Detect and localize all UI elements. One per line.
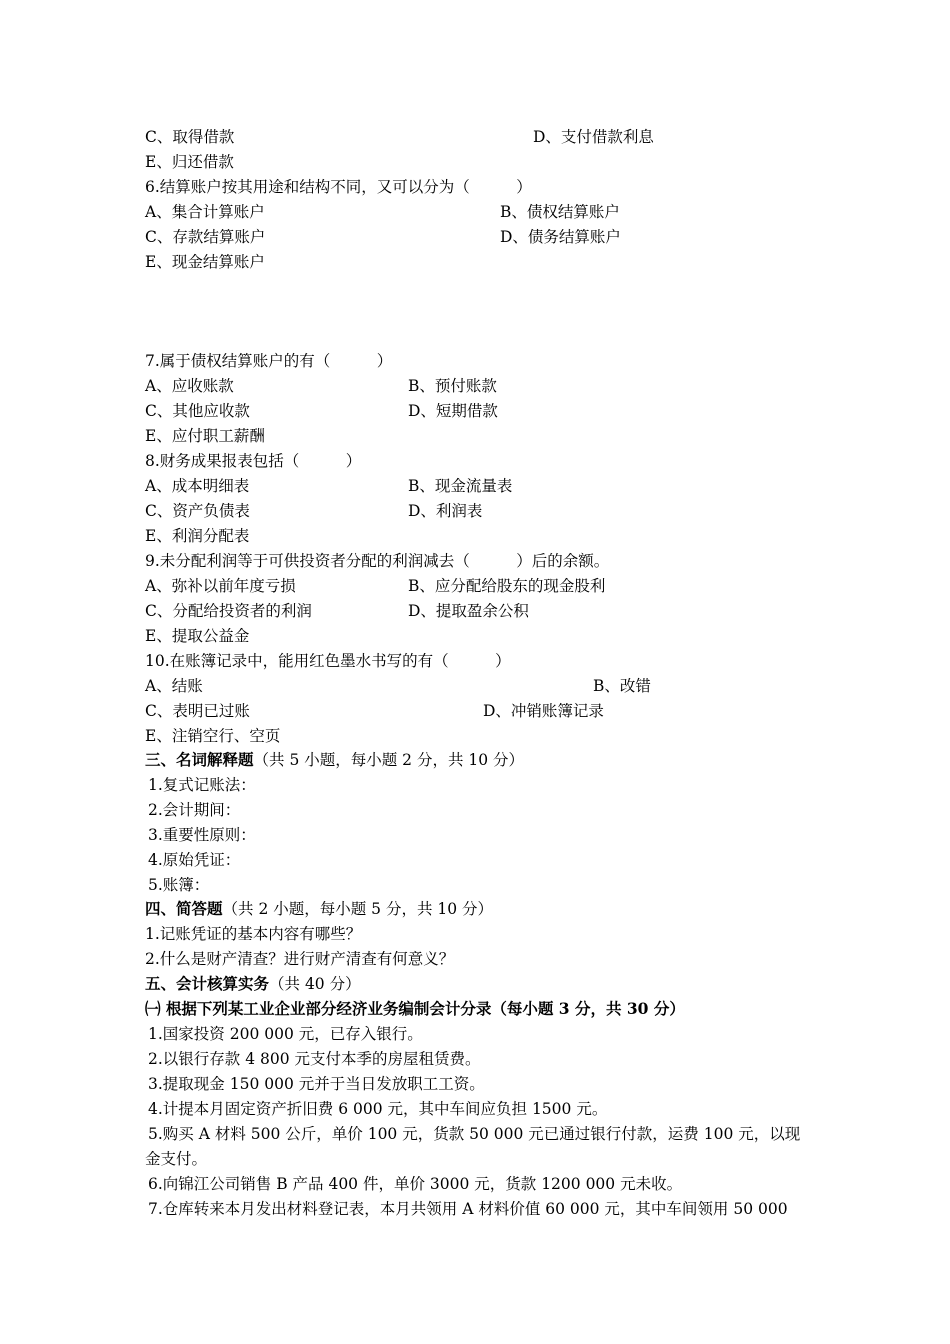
- section3-note: （共 5 小题，每小题 2 分，共 10 分）: [253, 751, 525, 769]
- section4-heading: [145, 897, 493, 921]
- section5-item-continuation: 金支付。: [145, 1150, 208, 1168]
- q10-option-a: A、结账: [145, 677, 203, 695]
- q6-stem: 6.结算账户按其用途和结构不同，又可以分为（ ）: [145, 178, 532, 196]
- q7-option-c: C、其他应收款: [145, 402, 250, 420]
- q6-option-e: E、现金结算账户: [145, 253, 265, 271]
- q10-option-c: C、表明已过账: [145, 702, 250, 720]
- q6-option-c: C、存款结算账户: [145, 228, 266, 246]
- q9-option-e: E、提取公益金: [145, 627, 250, 645]
- q7-option-d: D、短期借款: [408, 402, 498, 420]
- section5-item: 6.向锦江公司销售 B 产品 400 件，单价 3000 元，货款 1200 000 元未收。: [148, 1175, 683, 1193]
- q10-option-d: D、冲销账簿记录: [483, 702, 604, 720]
- q5-option-c: C、取得借款: [145, 128, 235, 146]
- section4-note: （共 2 小题，每小题 5 分，共 10 分）: [222, 900, 494, 918]
- section5-subheading: ㈠ 根据下列某工业企业部分经济业务编制会计分录（每小题 3 分，共 30 分）: [145, 999, 685, 1018]
- section3-title: 三、名词解释题: [145, 750, 254, 769]
- q9-stem: 9.未分配利润等于可供投资者分配的利润减去（ ）后的余额。: [145, 552, 610, 570]
- section5-item: 2.以银行存款 4 800 元支付本季的房屋租赁费。: [148, 1050, 481, 1068]
- section3-item: 5.账簿：: [148, 876, 210, 894]
- section3-item: 2.会计期间：: [148, 801, 241, 819]
- q8-option-e: E、利润分配表: [145, 527, 250, 545]
- q8-option-d: D、利润表: [408, 502, 483, 520]
- q9-option-b: B、应分配给股东的现金股利: [408, 577, 606, 595]
- q8-option-b: B、现金流量表: [408, 477, 513, 495]
- section3-item: 1.复式记账法：: [148, 776, 256, 794]
- q9-option-c: C、分配给投资者的利润: [145, 602, 312, 620]
- section3-heading: [145, 748, 524, 772]
- q6-option-d: D、债务结算账户: [500, 228, 621, 246]
- q7-option-e: E、应付职工薪酬: [145, 427, 265, 445]
- q7-stem: 7.属于债权结算账户的有（ ）: [145, 352, 393, 370]
- section5-item: 5.购买 A 材料 500 公斤，单价 100 元，货款 50 000 元已通过银行付款，运费 100 元，以现: [148, 1125, 801, 1143]
- section5-item: 7.仓库转来本月发出材料登记表，本月共领用 A 材料价值 60 000 元，其中车间领用 50 000: [148, 1200, 788, 1218]
- q10-option-b: B、改错: [593, 677, 651, 695]
- q8-option-a: A、成本明细表: [145, 477, 250, 495]
- q6-option-a: A、集合计算账户: [145, 203, 265, 221]
- section5-item: 4.计提本月固定资产折旧费 6 000 元，其中车间应负担 1500 元。: [148, 1100, 608, 1118]
- q10-option-e: E、注销空行、空页: [145, 727, 281, 745]
- q7-option-a: A、应收账款: [145, 377, 234, 395]
- section5-note: （共 40 分）: [269, 975, 361, 993]
- q5-option-e: E、归还借款: [145, 153, 234, 171]
- section5-heading: [145, 972, 361, 996]
- section3-item: 4.原始凭证：: [148, 851, 241, 869]
- section4-item: 2.什么是财产清查？进行财产清查有何意义？: [145, 950, 455, 968]
- q8-stem: 8.财务成果报表包括（ ）: [145, 452, 362, 470]
- q5-option-d: D、支付借款利息: [533, 128, 654, 146]
- section5-item: 3.提取现金 150 000 元并于当日发放职工工资。: [148, 1075, 485, 1093]
- section3-item: 3.重要性原则：: [148, 826, 256, 844]
- section4-title: 四、简答题: [145, 899, 223, 918]
- q10-stem: 10.在账簿记录中，能用红色墨水书写的有（ ）: [145, 652, 511, 670]
- section4-item: 1.记账凭证的基本内容有哪些？: [145, 925, 362, 943]
- q7-option-b: B、预付账款: [408, 377, 497, 395]
- section5-title: 五、会计核算实务: [145, 974, 270, 993]
- q8-option-c: C、资产负债表: [145, 502, 250, 520]
- section5-item: 1.国家投资 200 000 元，已存入银行。: [148, 1025, 423, 1043]
- q9-option-a: A、弥补以前年度亏损: [145, 577, 296, 595]
- q9-option-d: D、提取盈余公积: [408, 602, 529, 620]
- q6-option-b: B、债权结算账户: [500, 203, 620, 221]
